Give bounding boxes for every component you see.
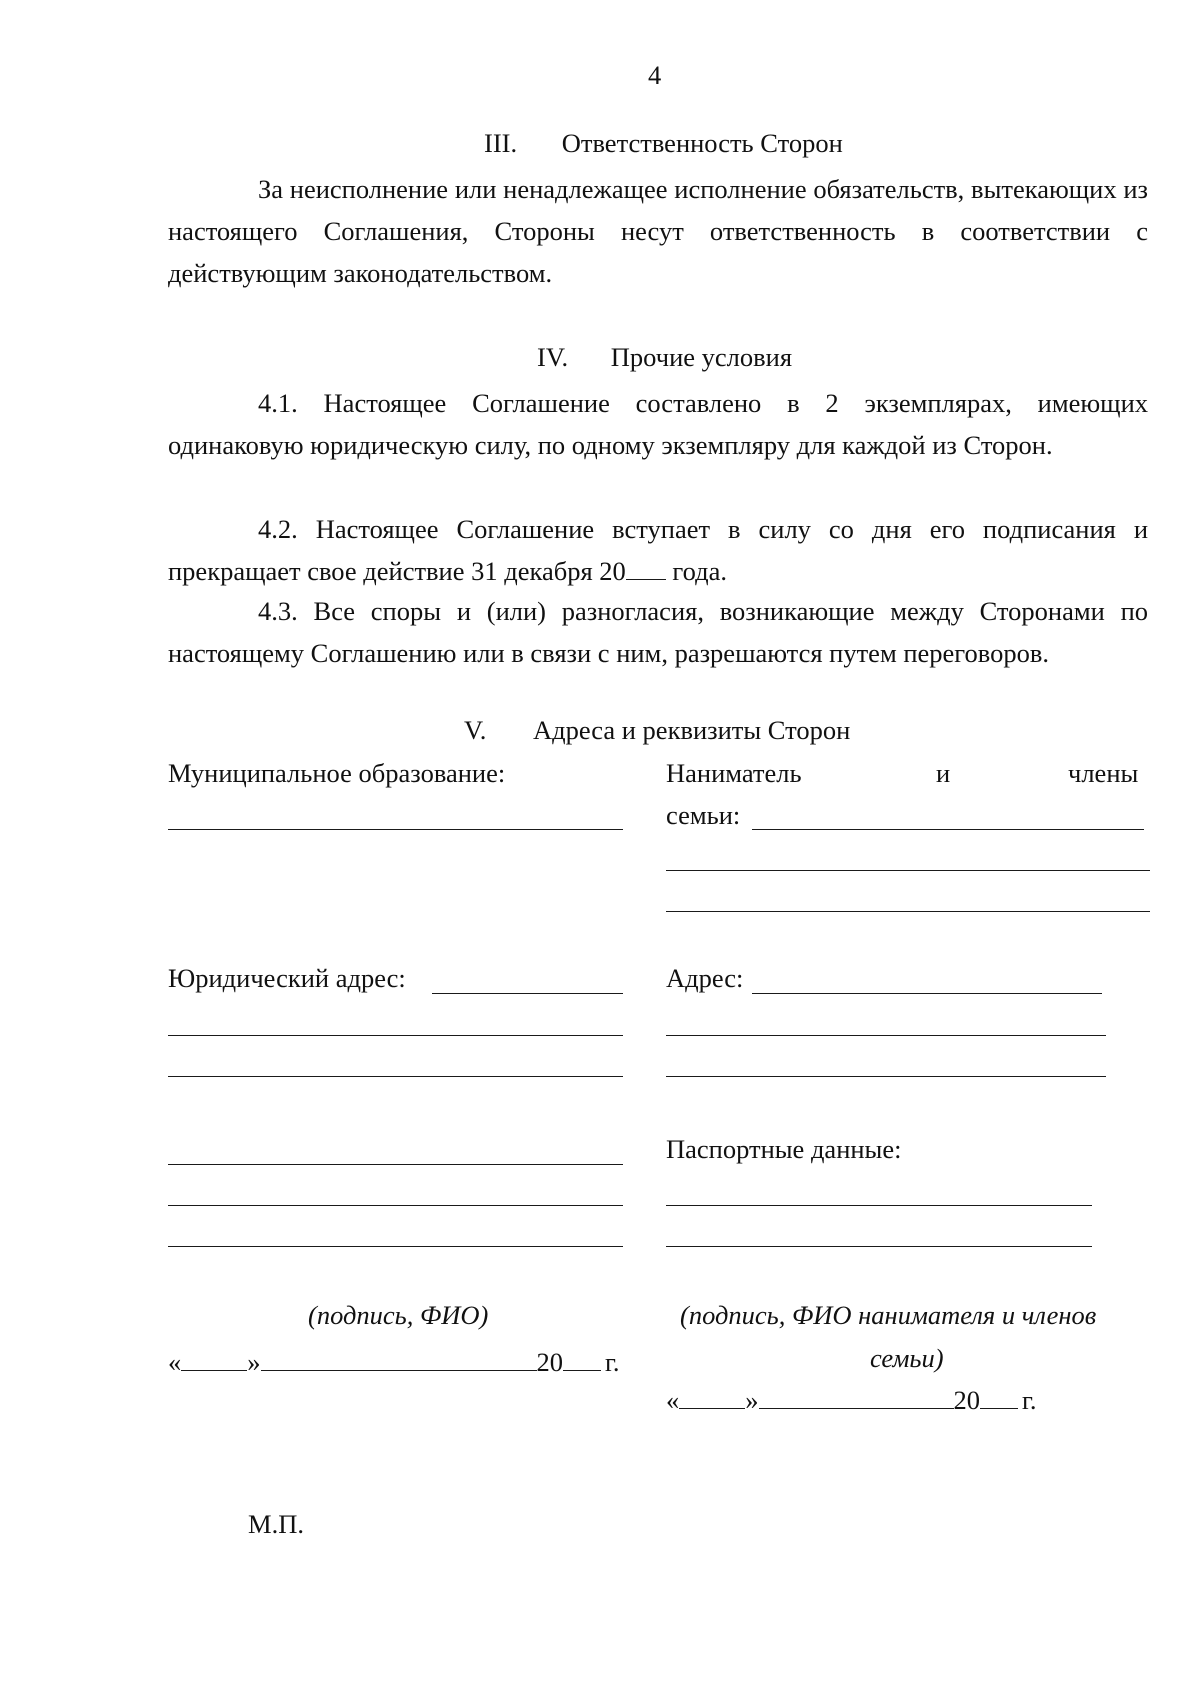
passport-line-1 bbox=[666, 1205, 1092, 1206]
tenant-word-2: и bbox=[936, 758, 951, 788]
address-field bbox=[752, 993, 1102, 994]
left-date-close-quote: » bbox=[247, 1347, 261, 1377]
tenant-word-3: члены bbox=[1068, 758, 1139, 788]
left-signature-caption: (подпись, ФИО) bbox=[308, 1300, 489, 1330]
legal-address-label: Юридический адрес: bbox=[168, 963, 406, 993]
address-line-3 bbox=[666, 1076, 1106, 1077]
municipality-field bbox=[168, 829, 623, 830]
family-label: семьи: bbox=[666, 800, 741, 830]
right-signature-caption-2: семьи) bbox=[870, 1343, 944, 1373]
clause-4-2-start: 4.2. Настоящее Соглашение вступает в силу со дня его подписания и прекращает свое действие 31 декабря 20 bbox=[168, 514, 1148, 586]
right-date-close-quote: » bbox=[745, 1385, 759, 1415]
passport-line-2 bbox=[666, 1246, 1092, 1247]
clause-4-2 bbox=[168, 508, 1148, 592]
right-date bbox=[666, 1385, 1037, 1416]
tenant-word-1: Наниматель bbox=[666, 758, 802, 788]
address-label: Адрес: bbox=[666, 963, 744, 993]
left-date bbox=[168, 1347, 620, 1378]
left-date-open-quote: « bbox=[168, 1347, 182, 1377]
details-line-3 bbox=[168, 1246, 623, 1247]
section-5-title: Адреса и реквизиты Сторон bbox=[532, 715, 851, 745]
right-day-blank bbox=[679, 1386, 745, 1409]
right-year-prefix: 20 bbox=[953, 1385, 980, 1415]
left-day-blank bbox=[181, 1348, 247, 1371]
clause-4-2-end: года. bbox=[665, 556, 727, 586]
passport-label: Паспортные данные: bbox=[666, 1134, 902, 1164]
right-year-blank bbox=[980, 1386, 1018, 1409]
section-3-text bbox=[168, 168, 1148, 294]
left-year-suffix: г. bbox=[605, 1347, 620, 1377]
address-line-2 bbox=[666, 1035, 1106, 1036]
section-3-title: Ответственность Сторон bbox=[561, 128, 843, 158]
clause-4-3 bbox=[168, 590, 1148, 674]
legal-address-line-2 bbox=[168, 1035, 623, 1036]
clause-4-1-text: 4.1. Настоящее Соглашение составлено в 2 экземплярах, имеющих одинаковую юридическую силу, по одному экземпляру для каждой из Сторон. bbox=[168, 388, 1148, 460]
clause-4-2-text bbox=[168, 508, 1148, 592]
municipality-label: Муниципальное образование: bbox=[168, 758, 506, 788]
details-line-1 bbox=[168, 1164, 623, 1165]
section-3-numeral: III. bbox=[484, 128, 518, 158]
left-year-blank bbox=[563, 1348, 601, 1371]
section-4-title: Прочие условия bbox=[610, 342, 793, 372]
family-line-2 bbox=[666, 870, 1150, 871]
year-blank bbox=[626, 557, 666, 580]
section-4-numeral: IV. bbox=[537, 342, 569, 372]
legal-address-line-3 bbox=[168, 1076, 623, 1077]
right-month-blank bbox=[759, 1386, 954, 1409]
right-date-open-quote: « bbox=[666, 1385, 680, 1415]
family-field bbox=[752, 829, 1144, 830]
stamp-mark: М.П. bbox=[248, 1509, 304, 1539]
clause-4-3-text: 4.3. Все споры и (или) разногласия, возникающие между Сторонами по настоящему Соглашению или в связи с ним, разрешаются путем переговоров. bbox=[168, 596, 1148, 668]
section-3-heading bbox=[484, 128, 843, 159]
family-line-3 bbox=[666, 911, 1150, 912]
right-signature-caption-1: (подпись, ФИО нанимателя и членов bbox=[680, 1300, 1097, 1330]
section-3-paragraph: За неисполнение или ненадлежащее исполнение обязательств, вытекающих из настоящего Соглашения, Стороны несут ответственность в соответствии с действующим законодательством. bbox=[168, 174, 1148, 288]
left-year-prefix: 20 bbox=[536, 1347, 563, 1377]
legal-address-field bbox=[432, 993, 623, 994]
section-5-heading bbox=[464, 715, 850, 746]
section-5-numeral: V. bbox=[464, 715, 487, 745]
left-month-blank bbox=[261, 1348, 537, 1371]
clause-4-1 bbox=[168, 382, 1148, 466]
section-4-heading bbox=[537, 342, 792, 373]
right-year-suffix: г. bbox=[1022, 1385, 1037, 1415]
page-number: 4 bbox=[648, 60, 662, 90]
details-line-2 bbox=[168, 1205, 623, 1206]
